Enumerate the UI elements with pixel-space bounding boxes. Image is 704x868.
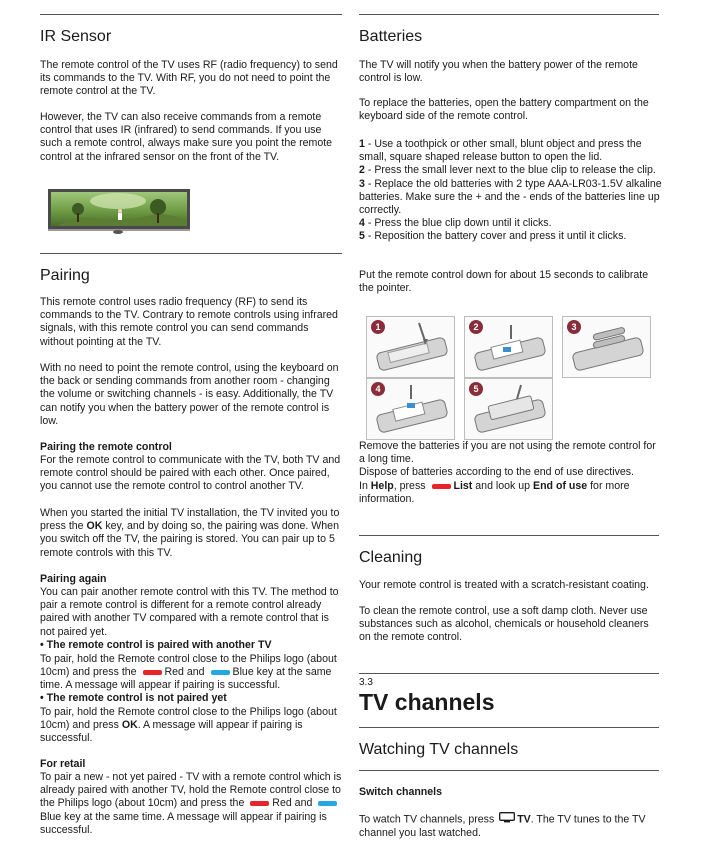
divider [359,673,659,674]
battery-step: 3 - Replace the old batteries with 2 type AAA-LR03-1.5V alkaline batteries. Make sure the + and the - ends of the batteries line up correctly. [359,177,662,217]
tv-channels-title: TV channels [359,689,495,715]
cleaning-paragraph-1: Your remote control is treated with a scratch-resistant coating. [359,579,649,591]
battery-step: 5 - Reposition the battery cover and press it until it clicks. [359,230,627,243]
watching-tv-channels-title: Watching TV channels [359,741,519,758]
remove-batteries-text: Remove the batteries if you are not using the remote control for a long time. [359,440,656,466]
batteries-title: Batteries [359,28,423,45]
step-badge: 1 [371,320,385,334]
divider [40,14,342,15]
step-badge: 2 [469,320,483,334]
red-key-icon [432,484,451,489]
tv-icon [499,812,515,827]
step-3-illustration [562,316,651,378]
pairing-title: Pairing [40,267,90,284]
bullet-paired-heading: • The remote control is paired with another TV [40,639,272,651]
pairing-paragraph-1: This remote control uses radio frequency (RF) to send its commands to the TV. Contrary to remote controls using infrared signals, with this remote control you can send commands without pointing at the TV. [40,296,338,348]
battery-step: 4 - Press the blue clip down until it clicks. [359,217,552,230]
ir-sensor-title: IR Sensor [40,28,112,45]
pairing-remote-text: For the remote control to communicate with the TV, both TV and remote control should be paired with each other. Once paired, you cannot use the remote control to control another TV. [40,454,341,493]
for-retail-text: To pair a new - not yet paired - TV with a remote control which is already paired with another TV, hold the Remote control close to the Philips logo (about 10cm) and press the Red and Blue key at the same time. A message will appear if pairing is successful. [40,771,342,836]
pairing-again-text: You can pair another remote control with this TV. The method to pair a remote control is different for a remote control already paired with another TV compared with a remote control that is not paired yet. [40,586,339,638]
batteries-paragraph-2: To replace the batteries, open the battery compartment on the keyboard side of the remote control. [359,97,649,123]
red-key-icon [250,801,269,806]
dispose-text: Dispose of batteries according to the end of use directives. [359,466,635,478]
pairing-again-heading: Pairing again [40,573,107,585]
blue-key-icon [211,670,230,675]
divider [359,14,659,15]
batteries-paragraph-1: The TV will notify you when the battery power of the remote control is low. [359,59,638,85]
bullet-paired-text: To pair, hold the Remote control close to the Philips logo (about 10cm) and press the Red and Blue key at the same time. A message will appear if pairing is successful. [40,653,337,692]
divider [359,535,659,536]
battery-steps [359,138,663,244]
step-badge: 5 [469,382,483,396]
step-5-illustration [464,378,553,440]
help-text: In Help, press List and look up End of use for more information. [359,480,630,506]
battery-step: 1 - Use a toothpick or other small, blunt object and press the small, square shaped release button to open the lid. [359,138,642,164]
pairing-remote-heading: Pairing the remote control [40,441,172,453]
switch-channels-text: To watch TV channels, press TV. The TV tunes to the TV channel you last watched. [359,813,646,840]
for-retail-heading: For retail [40,758,86,770]
step-1-illustration [366,316,455,378]
bullet-not-paired-heading: • The remote control is not paired yet [40,692,227,704]
cleaning-title: Cleaning [359,549,423,566]
red-key-icon [143,670,162,675]
switch-channels-heading: Switch channels [359,786,443,798]
step-badge: 4 [371,382,385,396]
divider [40,253,342,254]
calibrate-text: Put the remote control down for about 15 seconds to calibrate the pointer. [359,269,649,295]
step-badge: 3 [567,320,581,334]
initial-installation-text: When you started the initial TV installation, the TV invited you to press the OK key, and by doing so, the pairing was done. When you switch off the TV, the pairing is stored. You can pair up to 5 remote controls with this TV. [40,507,340,559]
ir-sensor-paragraph-2: However, the TV can also receive commands from a remote control that uses IR (infrared) to send commands. If you use such a remote control, always make sure you point the remote control at the infrared sensor on the front of the TV. [40,111,333,163]
section-number: 3.3 [359,677,373,688]
ir-sensor-paragraph-1: The remote control of the TV uses RF (radio frequency) to send its commands to the TV. With RF, you do not need to point the remote control at the TV. [40,59,338,98]
pairing-paragraph-2: With no need to point the remote control, using the keyboard on the back or sending commands from another room - changing the volume or switching channels - is easy. Additionally, the TV can notify you when the battery power of the remote control is low. [40,362,339,427]
divider [359,770,659,771]
blue-key-icon [318,801,337,806]
step-2-illustration [464,316,553,378]
step-4-illustration [366,378,455,440]
divider [359,727,659,728]
ok-key: OK [86,520,103,533]
cleaning-paragraph-2: To clean the remote control, use a soft damp cloth. Never use substances such as alcohol, chemicals or household cleaners on the remote control. [359,605,649,644]
bullet-not-paired-text: To pair, hold the Remote control close to the Philips logo (about 10cm) and press OK. A message will appear if pairing is successful. [40,706,337,745]
battery-step: 2 - Press the small lever next to the blue clip to release the clip. [359,164,656,177]
tv-illustration [48,189,190,234]
